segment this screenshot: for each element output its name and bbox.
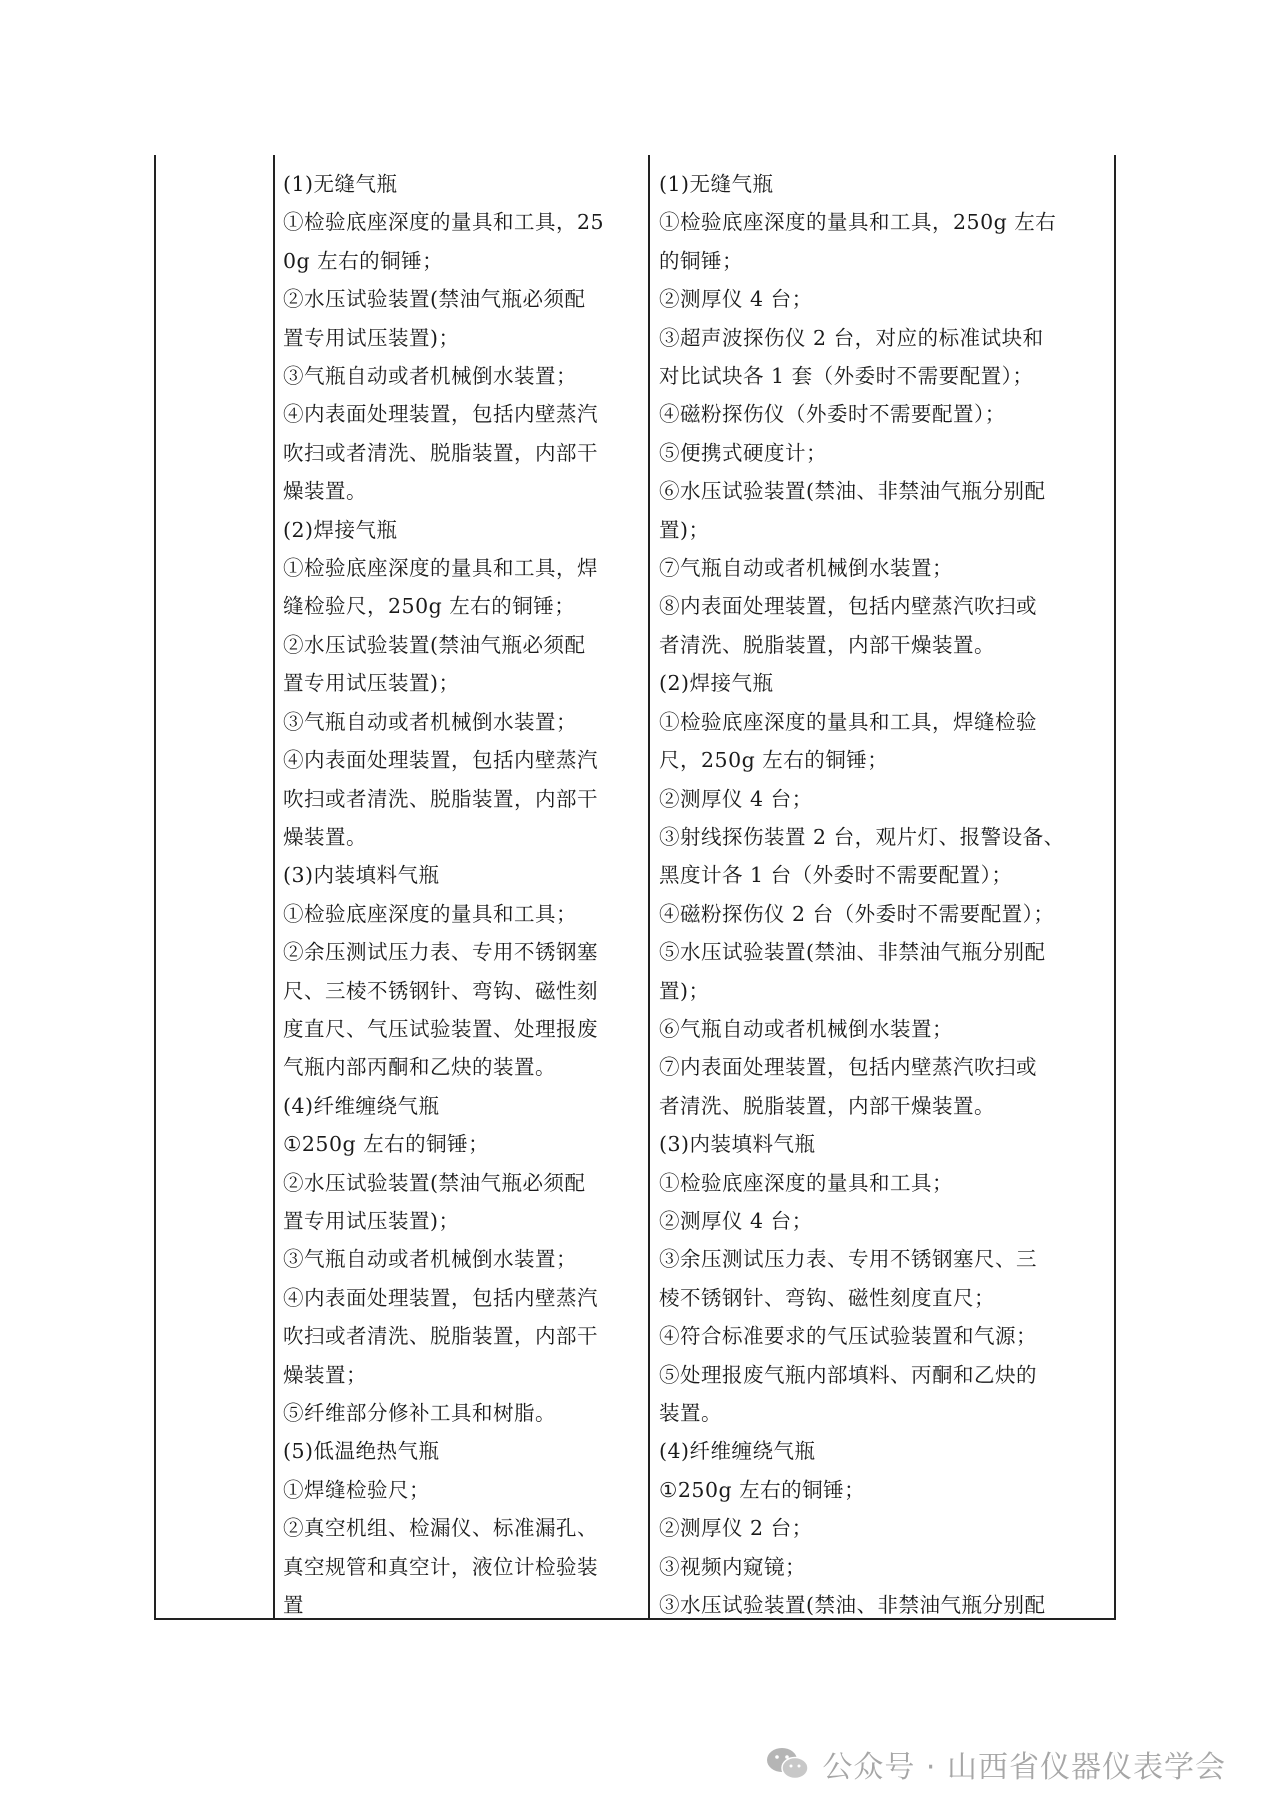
table-column-2 <box>283 165 643 1624</box>
table-text-line: ③气瓶自动或者机械倒水装置； <box>283 709 577 734</box>
table-text-line: ④磁粉探伤仪 2 台（外委时不需要配置）； <box>659 901 1055 926</box>
table-text-line: ③气瓶自动或者机械倒水装置； <box>283 1247 577 1272</box>
table-text-line: 尺、三棱不锈钢针、弯钩、磁性刻 <box>283 978 598 1003</box>
watermark <box>766 1742 1226 1786</box>
table-column-3 <box>659 165 1109 1624</box>
table-text-line: ④内表面处理装置，包括内壁蒸汽 <box>283 402 598 427</box>
table-text-line: ②测厚仪 4 台； <box>659 287 813 312</box>
equipment-table <box>154 155 1116 1620</box>
table-text-line: 气瓶内部丙酮和乙炔的装置。 <box>283 1055 556 1080</box>
table-text-line: ②余压测试压力表、专用不锈钢塞 <box>283 940 598 965</box>
watermark-text: 公众号 · 山西省仪器仪表学会 <box>822 1750 1226 1785</box>
table-text-line: ④内表面处理装置，包括内壁蒸汽 <box>283 1285 598 1310</box>
table-text-line: 吹扫或者清洗、脱脂装置，内部干 <box>283 440 598 465</box>
table-text-line: ②水压试验装置(禁油气瓶必须配 <box>283 1170 586 1195</box>
table-text-line: ②测厚仪 4 台； <box>659 786 813 811</box>
table-text-line: ⑥水压试验装置(禁油、非禁油气瓶分别配 <box>659 479 1046 504</box>
table-text-line: 的铜锤； <box>659 248 743 273</box>
table-text-line: (1)无缝气瓶 <box>659 172 774 196</box>
table-text-line: ⑥气瓶自动或者机械倒水装置； <box>659 1016 953 1041</box>
table-text-line: ⑤便携式硬度计； <box>659 440 827 465</box>
table-text-line: ①检验底座深度的量具和工具，25 <box>283 210 605 235</box>
table-text-line: ②测厚仪 2 台； <box>659 1516 813 1541</box>
table-text-line: ④磁粉探伤仪（外委时不需要配置）； <box>659 402 1006 427</box>
table-text-line: ③视频内窥镜； <box>659 1554 806 1579</box>
table-text-line: ③水压试验装置(禁油、非禁油气瓶分别配 <box>659 1593 1046 1618</box>
table-text-line: ⑦气瓶自动或者机械倒水装置； <box>659 556 953 581</box>
table-text-line: ③气瓶自动或者机械倒水装置； <box>283 364 577 389</box>
table-text-line: (3)内装填料气瓶 <box>659 1132 816 1157</box>
table-text-line: ③超声波探伤仪 2 台，对应的标准试块和 <box>659 325 1044 350</box>
table-text-line: ⑦内表面处理装置，包括内壁蒸汽吹扫或 <box>659 1055 1037 1080</box>
table-text-line: 者清洗、脱脂装置，内部干燥装置。 <box>659 632 995 657</box>
table-text-line: 装置。 <box>659 1401 722 1425</box>
table-text-line: ③射线探伤装置 2 台，观片灯、报警设备、 <box>659 824 1065 849</box>
table-text-line: ④符合标准要求的气压试验装置和气源； <box>659 1324 1037 1349</box>
table-text-line: 黑度计各 1 台（外委时不需要配置）； <box>659 863 1013 888</box>
table-text-line: ①检验底座深度的量具和工具，250g 左右 <box>659 210 1057 235</box>
table-text-line: ②真空机组、检漏仪、标准漏孔、 <box>283 1516 598 1541</box>
table-text-line: ①检验底座深度的量具和工具，焊缝检验 <box>659 709 1037 734</box>
table-text-line: (2)焊接气瓶 <box>283 517 398 542</box>
table-text-line: (1)无缝气瓶 <box>283 172 398 196</box>
table-text-line: 对比试块各 1 套（外委时不需要配置）； <box>659 364 1034 389</box>
table-text-line: ②水压试验装置(禁油气瓶必须配 <box>283 287 586 312</box>
column-divider-1 <box>273 155 275 1618</box>
table-text-line: (4)纤维缠绕气瓶 <box>659 1439 816 1464</box>
table-text-line: (5)低温绝热气瓶 <box>283 1439 440 1464</box>
table-text-line: ①250g 左右的铜锤； <box>659 1477 866 1502</box>
table-text-line: 吹扫或者清洗、脱脂装置，内部干 <box>283 786 598 811</box>
table-text-line: ⑤纤维部分修补工具和树脂。 <box>283 1401 556 1425</box>
table-text-line: 置)； <box>659 978 710 1003</box>
table-text-line: ③余压测试压力表、专用不锈钢塞尺、三 <box>659 1247 1037 1272</box>
table-text-line: 缝检验尺，250g 左右的铜锤； <box>283 594 576 619</box>
table-text-line: 度直尺、气压试验装置、处理报废 <box>283 1016 598 1041</box>
table-text-line: ⑧内表面处理装置，包括内壁蒸汽吹扫或 <box>659 594 1037 619</box>
table-text-line: ①检验底座深度的量具和工具； <box>283 901 577 926</box>
table-text-line: 吹扫或者清洗、脱脂装置，内部干 <box>283 1324 598 1349</box>
table-text-line: 置 <box>283 1593 304 1618</box>
table-text-line: ①焊缝检验尺； <box>283 1477 430 1502</box>
table-text-line: (3)内装填料气瓶 <box>283 863 440 888</box>
table-text-line: ②水压试验装置(禁油气瓶必须配 <box>283 632 586 657</box>
table-text-line: 棱不锈钢针、弯钩、磁性刻度直尺； <box>659 1285 995 1310</box>
wechat-icon <box>766 1746 810 1782</box>
column-divider-2 <box>648 155 650 1618</box>
table-text-line: ①检验底座深度的量具和工具； <box>659 1170 953 1195</box>
table-text-line: ④内表面处理装置，包括内壁蒸汽 <box>283 748 598 773</box>
table-text-line: 真空规管和真空计，液位计检验装 <box>283 1554 598 1579</box>
table-text-line: 燥装置。 <box>283 479 367 504</box>
table-text-line: 燥装置。 <box>283 824 367 849</box>
table-text-line: 置)； <box>659 517 710 542</box>
table-text-line: ⑤处理报废气瓶内部填料、丙酮和乙炔的 <box>659 1362 1037 1387</box>
table-text-line: 0g 左右的铜锤； <box>283 248 444 273</box>
table-text-line: 尺，250g 左右的铜锤； <box>659 748 889 773</box>
table-text-line: ①250g 左右的铜锤； <box>283 1132 490 1157</box>
table-text-line: ①检验底座深度的量具和工具，焊 <box>283 556 598 581</box>
table-text-line: (2)焊接气瓶 <box>659 671 774 696</box>
table-text-line: 置专用试压装置)； <box>283 1208 460 1233</box>
table-text-line: 燥装置； <box>283 1362 367 1387</box>
table-text-line: ⑤水压试验装置(禁油、非禁油气瓶分别配 <box>659 940 1046 965</box>
table-text-line: 置专用试压装置)； <box>283 325 460 350</box>
table-text-line: 置专用试压装置)； <box>283 671 460 696</box>
table-text-line: (4)纤维缠绕气瓶 <box>283 1093 440 1118</box>
table-text-line: 者清洗、脱脂装置，内部干燥装置。 <box>659 1093 995 1118</box>
table-text-line: ②测厚仪 4 台； <box>659 1208 813 1233</box>
